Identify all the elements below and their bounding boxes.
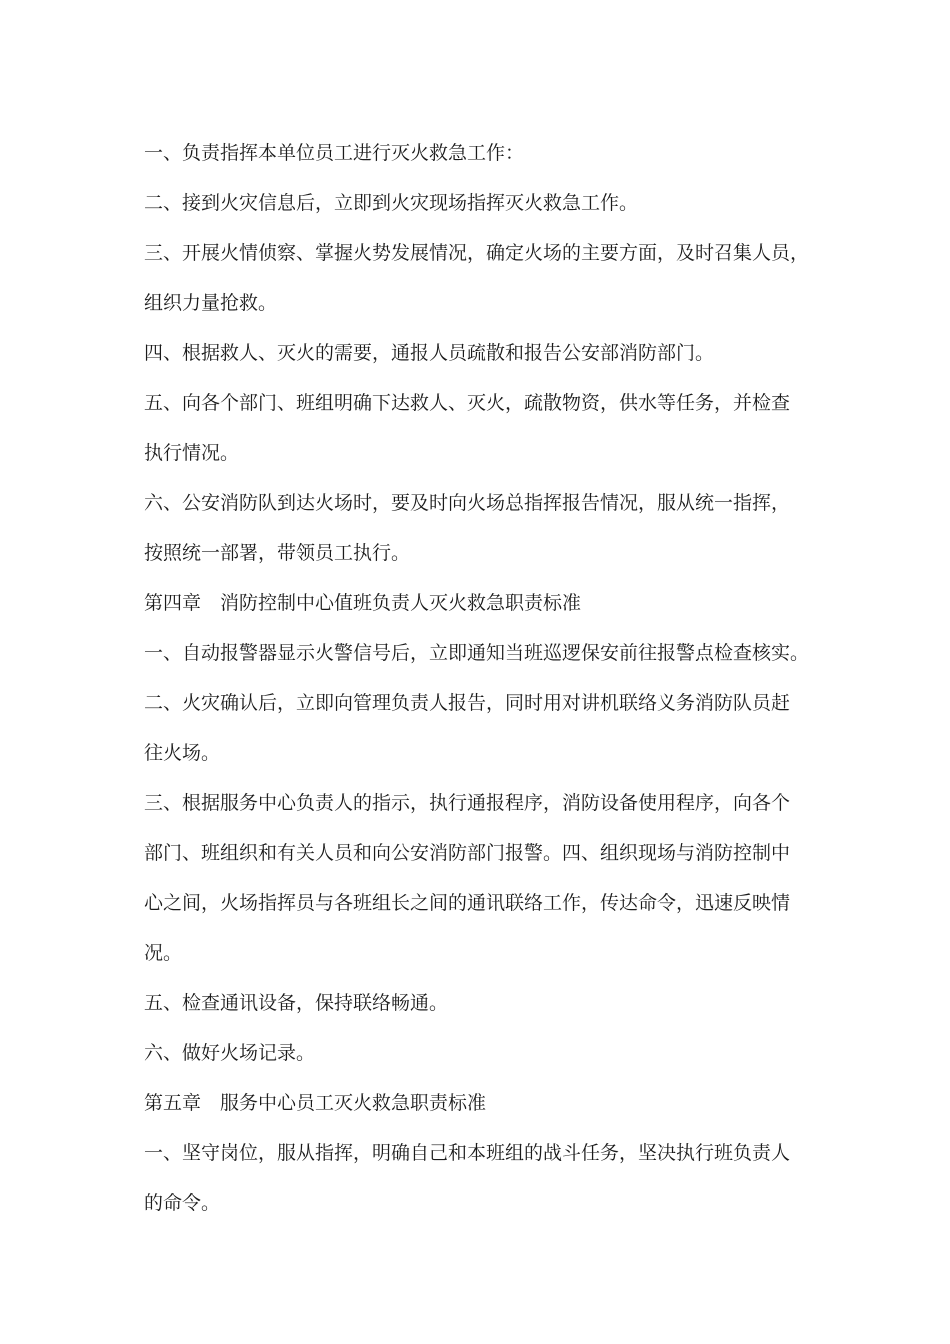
text-line: 三、根据服务中心负责人的指示，执行通报程序，消防设备使用程序，向各个	[144, 792, 791, 814]
text-line: 一、自动报警器显示火警信号后，立即通知当班巡逻保安前往报警点检查核实。	[144, 642, 810, 664]
text-line: 的命令。	[144, 1192, 221, 1214]
text-line: 二、火灾确认后，立即向管理负责人报告，同时用对讲机联络义务消防队员赶	[144, 692, 791, 714]
text-line: 五、检查通讯设备，保持联络畅通。	[144, 992, 449, 1014]
text-line: 三、开展火情侦察、掌握火势发展情况，确定火场的主要方面，及时召集人员，	[144, 242, 810, 264]
text-line: 组织力量抢救。	[144, 292, 278, 314]
text-line: 二、接到火灾信息后，立即到火灾现场指挥灭火救急工作。	[144, 192, 639, 214]
chapter-heading: 第五章 服务中心员工灭火救急职责标准	[144, 1092, 487, 1114]
text-line: 按照统一部署，带领员工执行。	[144, 542, 411, 564]
chapter-heading: 第四章 消防控制中心值班负责人灭火救急职责标准	[144, 592, 582, 614]
text-line: 四、根据救人、灭火的需要，通报人员疏散和报告公安部消防部门。	[144, 342, 715, 364]
document-body	[144, 128, 824, 1228]
text-line: 往火场。	[144, 742, 221, 764]
text-line: 况。	[144, 942, 183, 964]
text-line: 一、坚守岗位，服从指挥，明确自己和本班组的战斗任务，坚决执行班负责人	[144, 1142, 791, 1164]
text-line: 部门、班组织和有关人员和向公安消防部门报警。四、组织现场与消防控制中	[144, 842, 791, 864]
text-line: 心之间，火场指挥员与各班组长之间的通讯联络工作，传达命令，迅速反映情	[144, 892, 791, 914]
text-line: 一、负责指挥本单位员工进行灭火救急工作：	[144, 142, 525, 164]
text-line: 六、做好火场记录。	[144, 1042, 316, 1064]
text-line: 执行情况。	[144, 442, 240, 464]
text-line: 六、公安消防队到达火场时，要及时向火场总指挥报告情况，服从统一指挥，	[144, 492, 791, 514]
text-line: 五、向各个部门、班组明确下达救人、灭火，疏散物资，供水等任务，并检查	[144, 392, 791, 414]
